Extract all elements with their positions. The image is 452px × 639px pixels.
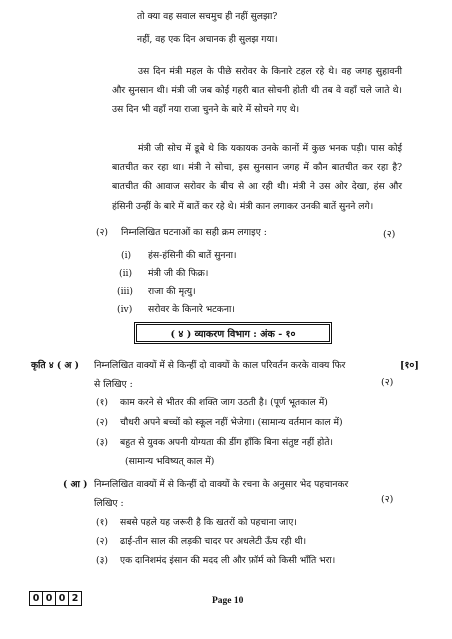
option-number: (iv) — [117, 304, 133, 315]
option-number: (ii) — [119, 268, 133, 279]
kriti-label: कृति ४ ( अ ) — [31, 360, 79, 371]
kriti-b-marks: (२) — [381, 494, 394, 505]
item-text: चौधरी अपने बच्चों को स्कूल नहीं भेजेगा। (सामान्य वर्तमान काल में) — [120, 417, 343, 428]
kriti-a-instruction-cont: से लिखिए : — [94, 379, 133, 390]
item-text: काम करने से भीतर की शक्ति जाग उठती है। (पूर्ण भूतकाल में) — [120, 397, 328, 408]
item-number: (३) — [96, 555, 108, 566]
section-heading: ( ४ ) व्याकरण विभाग : अंक - १० — [136, 324, 330, 342]
item-note: (सामान्य भविष्यत् काल में) — [125, 456, 215, 467]
paper-code-digit: 0 — [55, 591, 69, 606]
item-text: एक दानिशमंद इंसान की मदद ली और फ़ॉर्म को किसी भाँति भरा। — [120, 555, 336, 566]
item-number: (१) — [96, 517, 108, 528]
item-number: (१) — [96, 397, 108, 408]
question-marks: (२) — [383, 229, 396, 240]
question-text: निम्नलिखित घटनाओं का सही क्रम लगाइए : — [121, 227, 267, 238]
item-number: (२) — [96, 417, 108, 428]
paper-code-digit: 0 — [42, 591, 56, 606]
item-number: (२) — [96, 536, 108, 547]
item-text: ढाई-तीन साल की लड़की चादर पर अधलेटी ऊँघ रही थी। — [120, 536, 307, 547]
kriti-a-marks: (२) — [381, 377, 394, 388]
item-number: (३) — [96, 437, 108, 448]
paper-code — [29, 591, 81, 606]
paper-code-digit: 2 — [68, 591, 82, 606]
question-number: (२) — [96, 227, 108, 238]
passage-paragraph-2: मंत्री जी सोच में डूबे थे कि यकायक उनके कानों में कुछ भनक पड़ी। पास कोई बातचीत कर रहा था। मंत्री ने सोचा, इस सुनसान जगह में कौन बातचीत कर रहा है? बातचीत की आवाज सरोवर के बीच से आ रही थी। मंत्री ने उस ओर देखा, हंस और हंसिनी उन्हीं के बारे में बातें कर रहे थे। मंत्री कान लगाकर उनकी बातें सुनने लगे। — [112, 143, 402, 212]
paper-code-digit: 0 — [29, 591, 43, 606]
item-text: बहुत से युवक अपनी योग्यता की डींग हाँकि बिना संतुष्ट नहीं होते। — [120, 437, 333, 448]
kriti-b-label: ( आ ) — [63, 479, 88, 490]
option-text: सरोवर के किनारे भटकना। — [148, 304, 235, 315]
total-marks: [१०] — [400, 360, 419, 371]
passage-paragraph-1: उस दिन मंत्री महल के पीछे सरोवर के किनारे टहल रहे थे। वह जगह सुहावनी और सुनसान थी। मंत्री जी जब कोई गहरी बात सोचनी होती थी तब वे वहाँ चले जाते थे। उस दिन भी वहाँ नया राजा चुनने के बारे में सोचने गए थे। — [112, 66, 402, 116]
option-text: हंस-हंसिनी की बातें सुनना। — [148, 250, 237, 261]
option-number: (i) — [121, 250, 132, 261]
passage-line-1: तो क्या वह सवाल सचमुच ही नहीं सुलझा? — [137, 11, 278, 22]
kriti-b-instruction-cont: लिखिए : — [94, 498, 124, 509]
option-text: मंत्री जी की फिक्र। — [148, 268, 209, 279]
page-number: Page 10 — [212, 596, 244, 606]
option-text: राजा की मृत्यु। — [148, 286, 196, 297]
passage-line-2: नहीं, वह एक दिन अचानक ही सुलझ गया। — [137, 34, 278, 45]
option-number: (iii) — [117, 286, 133, 297]
kriti-a-instruction: निम्नलिखित वाक्यों में से किन्हीं दो वाक्यों के काल परिवर्तन करके वाक्य फिर — [94, 360, 346, 371]
item-text: सबसे पहले यह जरूरी है कि खतरों को पहचाना जाए। — [120, 517, 297, 528]
kriti-b-instruction: निम्नलिखित वाक्यों में से किन्हीं दो वाक्यों के रचना के अनुसार भेद पहचानकर — [94, 479, 349, 490]
